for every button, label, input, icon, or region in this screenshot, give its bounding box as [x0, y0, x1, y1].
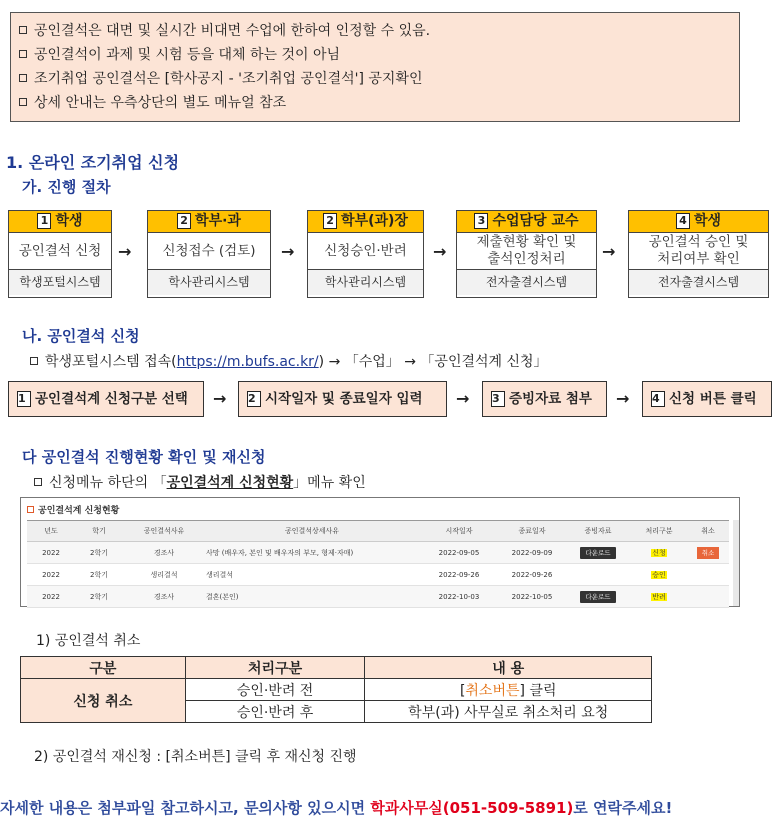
menu-instruction: 신청메뉴 하단의 「공인결석계 신청현황」메뉴 확인	[32, 472, 366, 492]
step-system: 학생포털시스템	[9, 270, 111, 295]
cancel-table	[20, 656, 652, 723]
arrow-right-icon: →	[433, 242, 447, 261]
cancel-button[interactable]: 취소	[697, 547, 720, 559]
step-actor: 학부(과)장	[341, 213, 408, 229]
bullet-icon	[34, 478, 42, 486]
notice-line: 공인결석이 과제 및 시험 등을 대체 하는 것이 아님	[17, 43, 739, 67]
step-task-line2: 처리여부 확인	[657, 251, 740, 267]
bullet-icon	[19, 26, 27, 34]
step-number: 4	[676, 213, 690, 229]
scrollbar[interactable]	[733, 520, 739, 606]
section-1-title: 1. 온라인 조기취업 신청	[6, 153, 180, 172]
step-number: 1	[37, 213, 51, 229]
step-system: 학사관리시스템	[308, 270, 423, 295]
arrow-right-icon: →	[602, 242, 616, 261]
step-actor: 학생	[693, 213, 722, 229]
step-actor: 학부·과	[195, 213, 241, 229]
reapply-instruction: 2) 공인결석 재신청 : [취소버튼] 클릭 후 재신청 진행	[34, 749, 357, 765]
table-row: 2022 2학기 경조사 사망 (배우자, 본인 및 배우자의 부모, 형제·자매) 2022-09-05 2022-09-09 다운로드 신청 취소	[27, 542, 729, 564]
cancel-button-ref: 취소버튼	[465, 682, 520, 699]
step-number: 2	[323, 213, 337, 229]
table-row: 2022 2학기 경조사 결혼(본인) 2022-10-03 2022-10-05 다운로드 반려	[27, 586, 729, 608]
step-actor: 수업담당 교수	[492, 213, 579, 229]
bullet-icon	[19, 74, 27, 82]
table-row: 2022 2학기 생리결석 생리결석 2022-09-26 2022-09-26 승인	[27, 564, 729, 586]
step-task: 공인결석 승인 및	[648, 234, 749, 250]
footer-contact: 자세한 내용은 첨부파일 참고하시고, 문의사항 있으시면 학과사무실(051-509-5891)로 연락주세요!	[0, 799, 673, 817]
download-button[interactable]: 다운로드	[580, 591, 615, 603]
process-step-3	[307, 210, 424, 298]
section-c-title: 다 공인결석 진행현황 확인 및 재신청	[22, 448, 266, 466]
status-badge: 반려	[652, 592, 666, 601]
arrow-right-icon: →	[281, 242, 295, 261]
cancel-section-title: 1) 공인결석 취소	[36, 633, 141, 649]
step-task: 공인결석 신청	[18, 242, 102, 259]
step-number: 2	[177, 213, 191, 229]
step-task: 신청접수 (검토)	[162, 242, 256, 259]
step-system: 전자출결시스템	[629, 270, 768, 295]
download-button[interactable]: 다운로드	[580, 547, 615, 559]
access-instruction: 학생포털시스템 접속(https://m.bufs.ac.kr/) → 「수업」 → 「공인결석계 신청」	[28, 351, 548, 371]
process-step-1	[8, 210, 112, 298]
arrow-right-icon: →	[456, 389, 470, 408]
step-actor: 학생	[55, 213, 83, 229]
bullet-icon	[19, 50, 27, 58]
status-table-title: 공인결석계 신청현황	[38, 506, 120, 516]
step-task: 신청승인·반려	[324, 242, 407, 259]
status-table-header: 년도 학기 공인결석사유 공인결석상세사유 시작일자 종료일자 증빙자료 처리구분 취소	[27, 521, 729, 542]
step-system: 학사관리시스템	[148, 270, 270, 295]
status-table	[27, 520, 729, 608]
cancel-table-header: 구분 처리구분 내 용	[21, 657, 652, 679]
status-screenshot	[20, 497, 740, 607]
step-number: 3	[474, 213, 488, 229]
process-step-5	[628, 210, 769, 298]
arrow-right-icon: →	[213, 389, 227, 408]
apply-step-4: 4 신청 버튼 클릭	[642, 381, 772, 417]
section-a-title: 가. 진행 절차	[22, 178, 111, 196]
arrow-right-icon: →	[616, 389, 630, 408]
table-row: 승인·반려 후 학부(과) 사무실로 취소처리 요청	[21, 701, 652, 723]
contact-info: 학과사무실(051-509-5891)	[370, 799, 574, 817]
apply-step-3: 3 증빙자료 첨부	[482, 381, 607, 417]
notice-line: 공인결석은 대면 및 실시간 비대면 수업에 한하여 인정할 수 있음.	[17, 19, 739, 43]
bullet-icon	[30, 357, 38, 365]
apply-step-1: 1 공인결석계 신청구분 선택	[8, 381, 204, 417]
process-step-2	[147, 210, 271, 298]
notice-line: 조기취업 공인결석은 [학사공지 - '조기취업 공인결석'] 공지확인	[17, 67, 739, 91]
section-b-title: 나. 공인결석 신청	[22, 327, 140, 345]
status-badge: 승인	[652, 570, 666, 579]
notice-box	[10, 12, 740, 122]
step-task: 제출현황 확인 및	[476, 234, 577, 250]
title-square-icon	[27, 506, 34, 513]
notice-line: 상세 안내는 우측상단의 별도 메뉴얼 참조	[17, 91, 739, 115]
step-system: 전자출결시스템	[457, 270, 596, 295]
bullet-icon	[19, 98, 27, 106]
portal-link[interactable]: https://m.bufs.ac.kr/	[176, 354, 319, 370]
arrow-right-icon: →	[118, 242, 132, 261]
process-step-4	[456, 210, 597, 298]
table-row: 신청 취소 승인·반려 전 [취소버튼] 클릭	[21, 679, 652, 701]
apply-step-2: 2 시작일자 및 종료일자 입력	[238, 381, 447, 417]
step-task-line2: 출석인정처리	[487, 251, 566, 267]
status-badge: 신청	[652, 548, 666, 557]
